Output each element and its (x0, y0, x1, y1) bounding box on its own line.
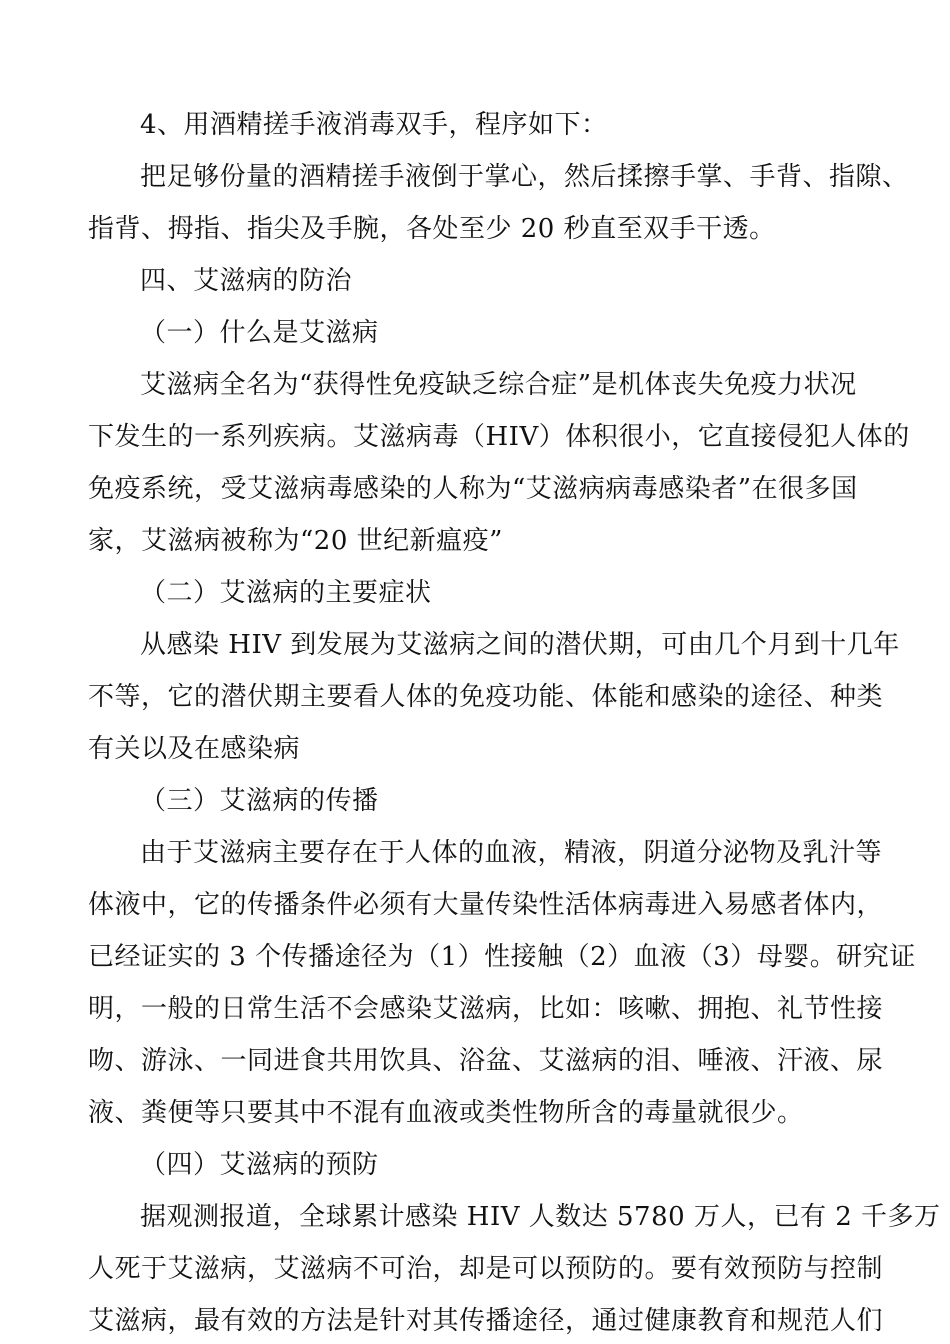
text-line: 从感染 HIV 到发展为艾滋病之间的潜伏期，可由几个月到十几年 (140, 630, 900, 660)
text-line: 4、用酒精搓手液消毒双手，程序如下： (140, 110, 608, 140)
text-line: 已经证实的 3 个传播途径为（1）性接触（2）血液（3）母婴。研究证 (88, 942, 916, 972)
subsection-heading: （四）艾滋病的预防 (140, 1150, 379, 1180)
text-line: 艾滋病，最有效的方法是针对其传播途径，通过健康教育和规范人们 (88, 1306, 884, 1336)
text-line: 明，一般的日常生活不会感染艾滋病，比如：咳嗽、拥抱、礼节性接 (88, 994, 884, 1024)
text-line: 不等，它的潜伏期主要看人体的免疫功能、体能和感染的途径、种类 (88, 682, 884, 712)
section-heading: 四、艾滋病的防治 (140, 266, 353, 296)
text-line: 由于艾滋病主要存在于人体的血液，精液，阴道分泌物及乳汁等 (140, 838, 883, 868)
text-line: 人死于艾滋病，艾滋病不可治，却是可以预防的。要有效预防与控制 (88, 1254, 884, 1284)
text-line: 免疫系统，受艾滋病毒感染的人称为“艾滋病病毒感染者”在很多国 (88, 474, 858, 504)
text-line: 把足够份量的酒精搓手液倒于掌心，然后揉擦手掌、手背、指隙、 (140, 162, 909, 192)
text-line: 吻、游泳、一同进食共用饮具、浴盆、艾滋病的泪、唾液、汗液、尿 (88, 1046, 884, 1076)
text-line: 液、粪便等只要其中不混有血液或类性物所含的毒量就很少。 (88, 1098, 804, 1128)
subsection-heading: （三）艾滋病的传播 (140, 786, 379, 816)
subsection-heading: （二）艾滋病的主要症状 (140, 578, 432, 608)
subsection-heading: （一）什么是艾滋病 (140, 318, 379, 348)
text-line: 有关以及在感染病 (88, 734, 301, 764)
text-line: 指背、拇指、指尖及手腕，各处至少 20 秒直至双手干透。 (88, 214, 776, 244)
text-line: 体液中，它的传播条件必须有大量传染性活体病毒进入易感者体内， (88, 890, 884, 920)
text-line: 下发生的一系列疾病。艾滋病毒（HIV）体积很小，它直接侵犯人体的 (88, 422, 910, 452)
text-line: 艾滋病全名为“获得性免疫缺乏综合症”是机体丧失免疫力状况 (140, 370, 857, 400)
text-line: 据观测报道，全球累计感染 HIV 人数达 5780 万人，已有 2 千多万 (140, 1202, 941, 1232)
text-line: 家，艾滋病被称为“20 世纪新瘟疫” (88, 526, 503, 556)
